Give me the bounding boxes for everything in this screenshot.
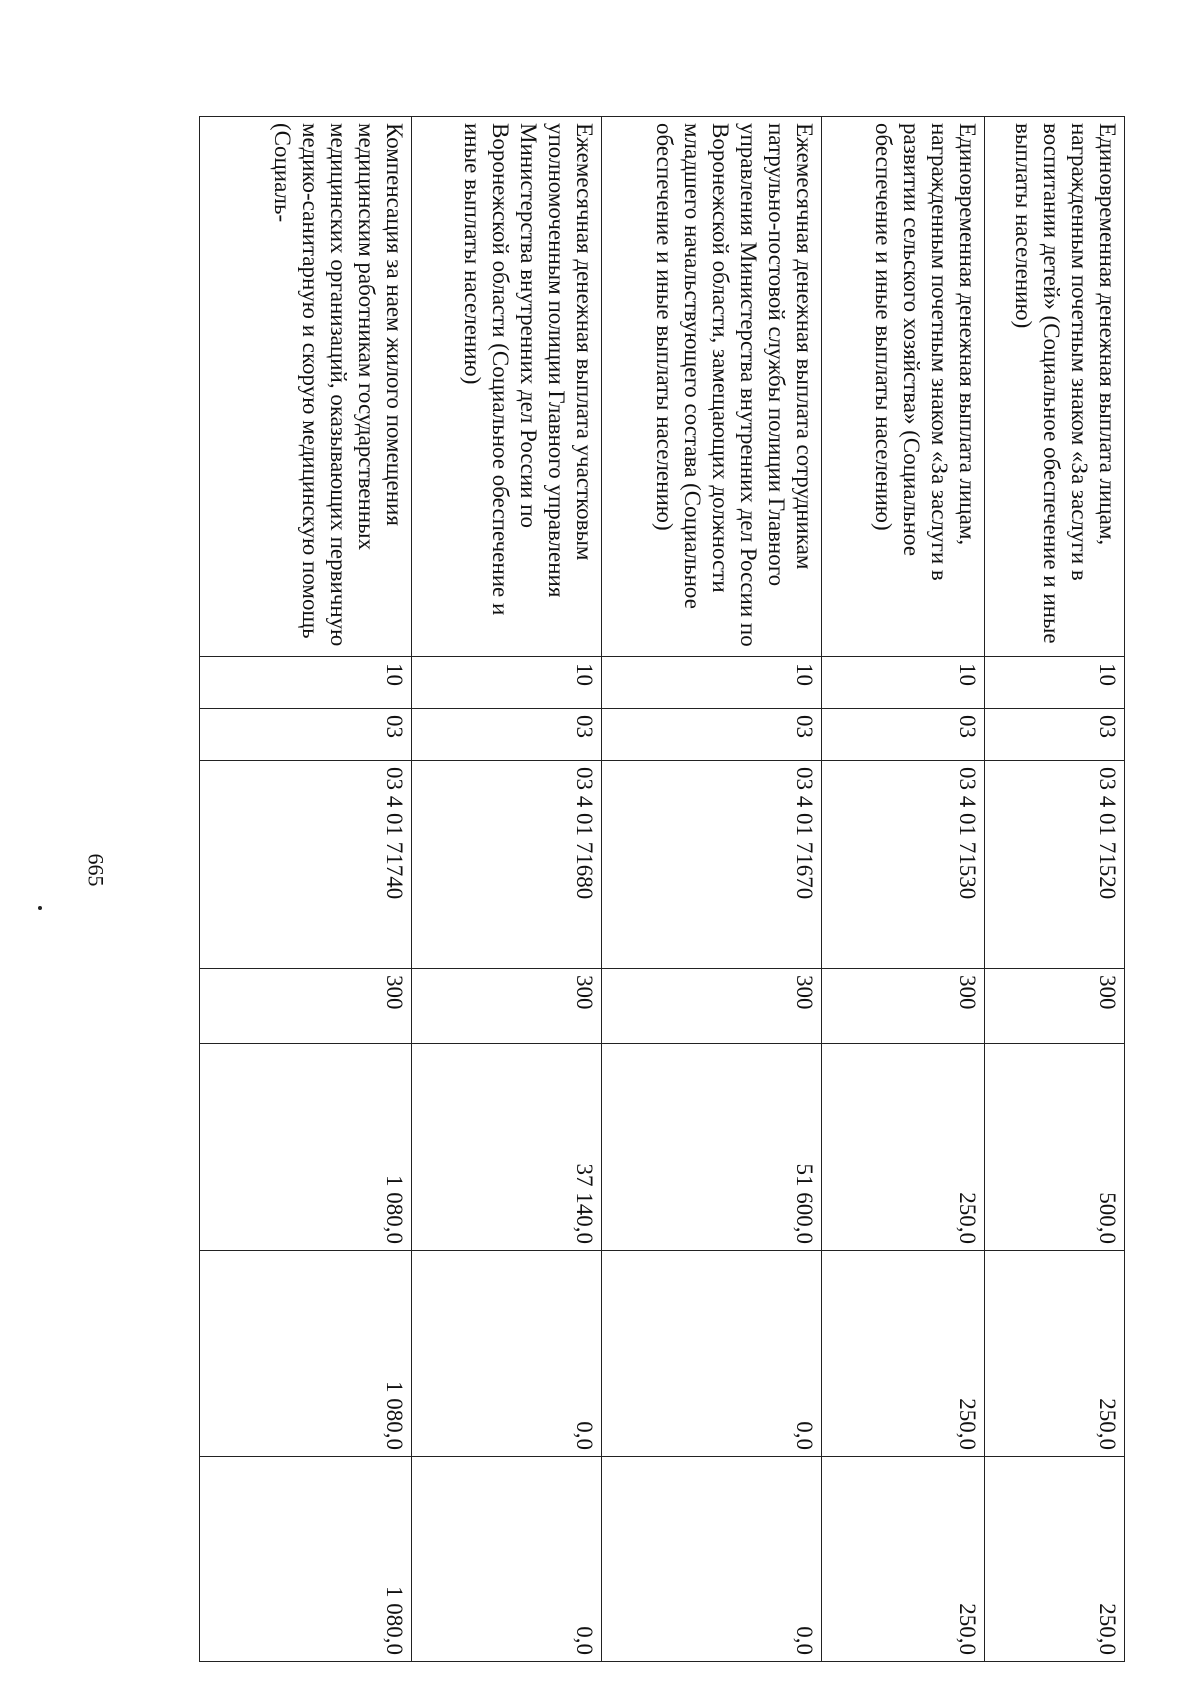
- page-number-text: 665: [83, 853, 108, 887]
- subsection-code-cell: 03: [200, 709, 412, 761]
- subsection-code-cell: 03: [985, 709, 1125, 761]
- budget-table: [199, 116, 1125, 1662]
- target-article-cell: 03 4 01 71680: [412, 761, 602, 969]
- sum-year1-cell: 51 600,0: [602, 1044, 822, 1251]
- sum-year3-cell: 250,0: [822, 1457, 985, 1662]
- section-code-cell: 10: [200, 657, 412, 709]
- sum-year3-cell: 1 080,0: [200, 1457, 412, 1662]
- row-name-cell: Компенсация за наем жилого помещения медицинским работникам государственных медицинских организаций, оказывающих первичную медико-санитарную и скорую медицинскую помощь (Социаль-: [200, 117, 412, 657]
- sum-year2-cell: 250,0: [985, 1251, 1125, 1457]
- row-name-cell: Единовременная денежная выплата лицам, награжденным почетным знаком «За заслуги в развитии сельского хозяйства» (Социальное обеспечение и иные выплаты населению): [822, 117, 985, 657]
- subsection-code-cell: 03: [412, 709, 602, 761]
- expense-type-cell: 300: [200, 969, 412, 1044]
- sum-year3-cell: 250,0: [985, 1457, 1125, 1662]
- section-code-cell: 10: [822, 657, 985, 709]
- subsection-code-cell: 03: [822, 709, 985, 761]
- table-row: [200, 117, 412, 1662]
- target-article-cell: 03 4 01 71530: [822, 761, 985, 969]
- sum-year3-cell: 0,0: [602, 1457, 822, 1662]
- expense-type-cell: 300: [412, 969, 602, 1044]
- page-number: [78, 840, 112, 900]
- target-article-cell: 03 4 01 71520: [985, 761, 1125, 969]
- sum-year1-cell: 500,0: [985, 1044, 1125, 1251]
- section-code-cell: 10: [602, 657, 822, 709]
- row-name-cell: Ежемесячная денежная выплата участковым уполномоченным полиции Главного управления Министерства внутренних дел России по Воронежской области (Социальное обеспечение и иные выплаты населению): [412, 117, 602, 657]
- scan-dot: [38, 906, 42, 910]
- expense-type-cell: 300: [985, 969, 1125, 1044]
- sum-year3-cell: 0,0: [412, 1457, 602, 1662]
- expense-type-cell: 300: [822, 969, 985, 1044]
- table-row: [985, 117, 1125, 1662]
- row-name-cell: Единовременная денежная выплата лицам, награжденным почетным знаком «За заслуги в воспитании детей» (Социальное обеспечение и иные выплаты населению): [985, 117, 1125, 657]
- sum-year2-cell: 250,0: [822, 1251, 985, 1457]
- sum-year2-cell: 1 080,0: [200, 1251, 412, 1457]
- table-row: [602, 117, 822, 1662]
- table-row: [822, 117, 985, 1662]
- sum-year1-cell: 37 140,0: [412, 1044, 602, 1251]
- section-code-cell: 10: [985, 657, 1125, 709]
- subsection-code-cell: 03: [602, 709, 822, 761]
- sum-year1-cell: 250,0: [822, 1044, 985, 1251]
- expense-type-cell: 300: [602, 969, 822, 1044]
- target-article-cell: 03 4 01 71740: [200, 761, 412, 969]
- target-article-cell: 03 4 01 71670: [602, 761, 822, 969]
- rotated-table-container: [200, 116, 1125, 1661]
- section-code-cell: 10: [412, 657, 602, 709]
- sum-year2-cell: 0,0: [412, 1251, 602, 1457]
- table-row: [412, 117, 602, 1662]
- row-name-cell: Ежемесячная денежная выплата сотрудникам патрульно-постовой службы полиции Главного управления Министерства внутренних дел России по Воронежской области, замещающих должности младшего начальствующего состава (Социальное обеспечение и иные выплаты населению): [602, 117, 822, 657]
- sum-year1-cell: 1 080,0: [200, 1044, 412, 1251]
- sum-year2-cell: 0,0: [602, 1251, 822, 1457]
